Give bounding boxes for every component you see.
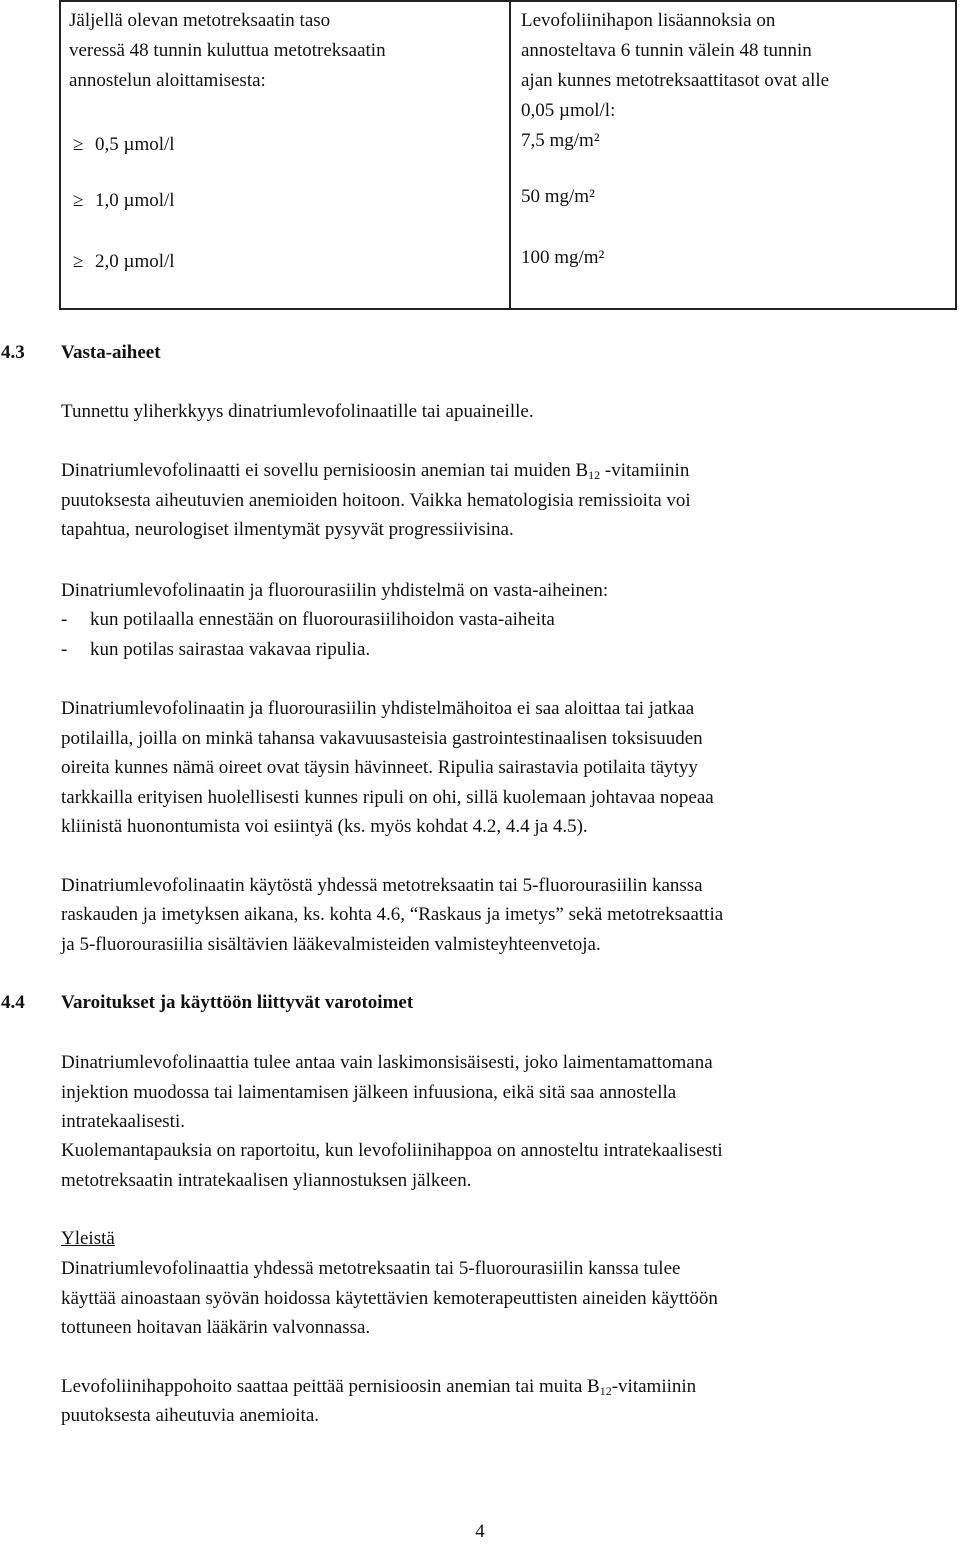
text-run: -vitamiinin (611, 1376, 697, 1397)
paragraph-line: oireita kunnes nämä oireet ovat täysin hävinneet. Ripulia sairastavia potilaita täytyy (61, 757, 698, 778)
levofolinic-dose: 7,5 mg/m² (521, 130, 600, 151)
subheading-general: Yleistä (61, 1228, 115, 1249)
table-header-left-line: annostelun aloittamisesta: (69, 70, 266, 91)
paragraph-line: intratekaalisesti. (61, 1111, 185, 1132)
list-item-text: kun potilas sairastaa vakavaa ripulia. (90, 639, 371, 660)
table-header-right-line: ajan kunnes metotreksaattitasot ovat alle (521, 70, 830, 91)
table-row-dose (511, 182, 955, 243)
table-header-right-line: annosteltava 6 tunnin välein 48 tunnin (521, 40, 812, 61)
paragraph-line: Dinatriumlevofolinaatin ja fluorourasiilin yhdistelmähoitoa ei saa aloittaa tai jatkaa (61, 698, 695, 719)
list-item (61, 635, 370, 665)
paragraph-line: raskauden ja imetyksen aikana, ks. kohta 4.6, “Raskaus ja imetys” sekä metotreksaattia (61, 904, 724, 925)
paragraph-line: puutoksesta aiheutuvia anemioita. (61, 1405, 320, 1426)
table-row-level (61, 130, 509, 186)
text-run: Levofoliinihappohoito saattaa peittää pernisioosin anemian tai muita B (61, 1376, 600, 1397)
table-header-left-line: Jäljellä olevan metotreksaatin taso (69, 10, 331, 31)
table-header-right (511, 2, 955, 126)
paragraph-line: Dinatriumlevofolinaattia tulee antaa vain laskimonsisäisesti, joko laimentamattomana (61, 1052, 713, 1073)
paragraph-line: metotreksaatin intratekaalisen yliannostuksen jälkeen. (61, 1170, 472, 1191)
text-run: -vitamiinin (600, 460, 690, 481)
methotrexate-level: 1,0 µmol/l (95, 190, 175, 211)
table-right-column (510, 1, 956, 309)
paragraph-line: puutoksesta aiheutuvien anemioiden hoitoon. Vaikka hematologisia remissioita voi (61, 490, 691, 511)
paragraph-line: ja 5-fluorourasiilia sisältävien lääkevalmisteiden valmisteyhteenvetoja. (61, 934, 601, 955)
table-row-dose (511, 126, 955, 182)
paragraph-line: Dinatriumlevofolinaatin ja fluorourasiilin yhdistelmä on vasta-aiheinen: (61, 580, 609, 601)
paragraph-line: potilailla, joilla on minkä tahansa vakavuusasteisia gastrointestinaalisen toksisuuden (61, 728, 703, 749)
levofolinic-dose: 100 mg/m² (521, 247, 605, 268)
paragraph-line: tapahtua, neurologiset ilmentymät pysyvät progressiivisina. (61, 519, 514, 540)
table-row-level (61, 186, 509, 247)
paragraph-line: Dinatriumlevofolinaattia yhdessä metotreksaatin tai 5-fluorourasiilin kanssa tulee (61, 1258, 681, 1279)
paragraph-line: tarkkailla erityisen huolellisesti kunnes ripuli on ohi, sillä kuolemaan johtavaa nopeaa (61, 787, 714, 808)
table-header-right-line: Levofoliinihapon lisäannoksia on (521, 10, 776, 31)
paragraph-line: injektion muodossa tai laimentamisen jälkeen infuusiona, eikä sitä saa annostella (61, 1082, 677, 1103)
dosage-table (59, 0, 957, 310)
paragraph: Tunnettu yliherkkyys dinatriumlevofolinaatille tai apuaineille. (61, 401, 534, 422)
paragraph-line: Dinatriumlevofolinaatin käytöstä yhdessä metotreksaatin tai 5-fluorourasiilin kanssa (61, 875, 703, 896)
methotrexate-level: 0,5 µmol/l (95, 134, 175, 155)
section-number: 4.3 (1, 342, 25, 363)
section-title: Varoitukset ja käyttöön liittyvät varotoimet (61, 992, 414, 1013)
table-row-dose (511, 243, 955, 304)
table-header-right-line: 0,05 µmol/l: (521, 100, 616, 121)
ge-symbol: ≥ (73, 134, 84, 155)
subscript: 12 (588, 468, 601, 482)
table-row-level (61, 247, 509, 308)
ge-symbol: ≥ (73, 251, 84, 272)
table-header-left (61, 2, 509, 130)
section-title: Vasta-aiheet (61, 342, 161, 363)
paragraph-line: tottuneen hoitavan lääkärin valvonnassa. (61, 1317, 371, 1338)
table-left-column (60, 1, 510, 309)
methotrexate-level: 2,0 µmol/l (95, 251, 175, 272)
table-header-left-line: veressä 48 tunnin kuluttua metotreksaatin (69, 40, 386, 61)
bullet-marker: - (61, 609, 68, 630)
levofolinic-dose: 50 mg/m² (521, 186, 595, 207)
paragraph-line (61, 1372, 696, 1402)
page-number: 4 (475, 1521, 485, 1542)
list-item-text: kun potilaalla ennestään on fluorourasiilihoidon vasta-aiheita (90, 609, 555, 630)
paragraph-line (61, 456, 689, 486)
list-item (61, 605, 555, 635)
paragraph-line: kliinistä huonontumista voi esiintyä (ks. myös kohdat 4.2, 4.4 ja 4.5). (61, 816, 588, 837)
bullet-marker: - (61, 639, 68, 660)
subscript: 12 (599, 1384, 612, 1398)
ge-symbol: ≥ (73, 190, 84, 211)
text-run: Dinatriumlevofolinaatti ei sovellu pernisioosin anemian tai muiden B (61, 460, 589, 481)
paragraph-line: Kuolemantapauksia on raportoitu, kun levofoliinihappoa on annosteltu intratekaalisesti (61, 1140, 723, 1161)
section-number: 4.4 (1, 992, 25, 1013)
paragraph-line: käyttää ainoastaan syövän hoidossa käytettävien kemoterapeuttisten aineiden käyttöön (61, 1288, 718, 1309)
